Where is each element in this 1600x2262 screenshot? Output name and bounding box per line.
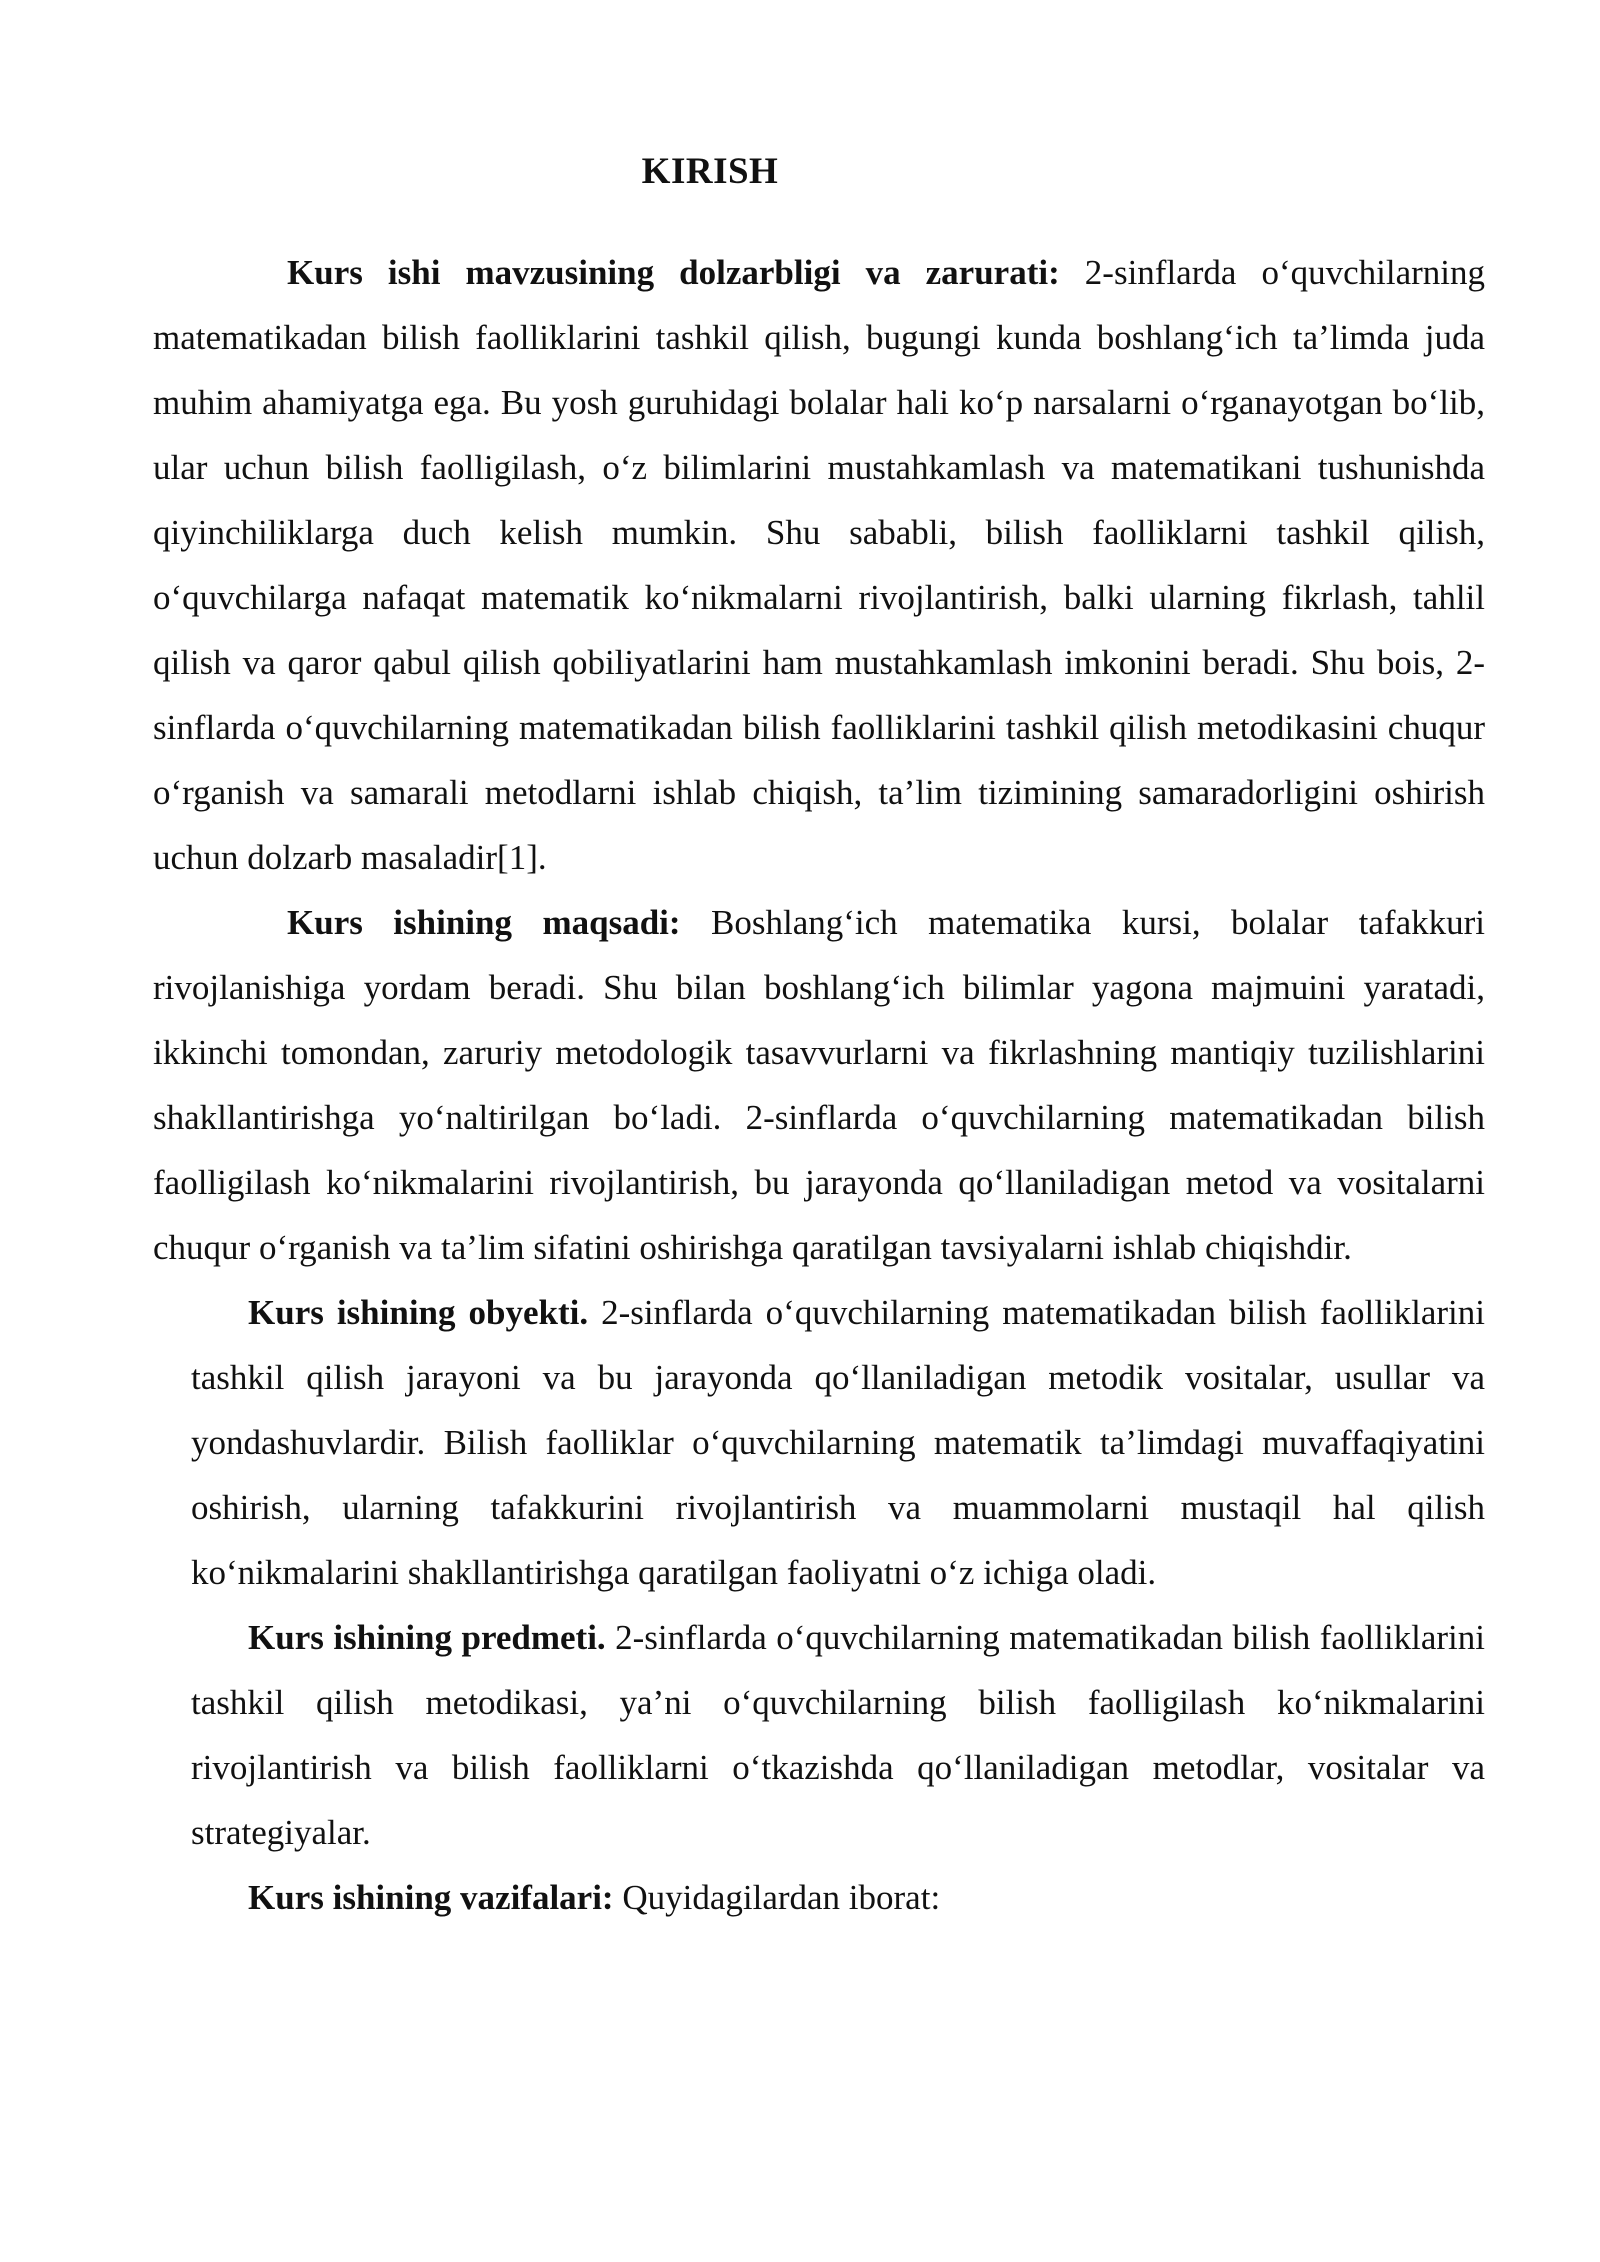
paragraph-lead: Kurs ishining maqsadi:	[287, 903, 681, 942]
page-title: KIRISH	[641, 151, 779, 192]
paragraph-lead: Kurs ishining predmeti.	[248, 1618, 606, 1657]
paragraph-lead: Kurs ishi mavzusining dolzarbligi va zarurati:	[287, 253, 1060, 292]
paragraph-lead: Kurs ishining obyekti.	[248, 1293, 589, 1332]
paragraph-text: 2-sinflarda o‘quvchilarning matematikadan bilish faolliklarini tashkil qilish jarayoni va bu jarayonda qo‘llaniladigan metodik vositalar, usullar va yondashuvlardir. Bilish faolliklar o‘quvchilarning matematik ta’limdagi muvaffaqiyatini oshirish, ularning tafakkurini rivojlantirish va muammolarni mustaqil hal qilish ko‘nikmalarini shakllantirishga qaratilgan faoliyatni o‘z ichiga oladi.	[191, 1293, 1485, 1592]
paragraph-text: 2-sinflarda o‘quvchilarning matematikadan bilish faolliklarini tashkil qilish metodikasi, ya’ni o‘quvchilarning bilish faolligilash ko‘nikmalarini rivojlantirish va bilish faolliklarni o‘tkazishda qo‘llaniladigan metodlar, vositalar va strategiyalar.	[191, 1618, 1485, 1852]
paragraph-text: 2-sinflarda o‘quvchilarning matematikadan bilish faolliklarini tashkil qilish, bugungi kunda boshlang‘ich ta’limda juda muhim ahamiyatga ega. Bu yosh guruhidagi bolalar hali ko‘p narsalarni o‘rganayotgan bo‘lib, ular uchun bilish faolligilash, o‘z bilimlarini mustahkamlash va matematikani tushunishda qiyinchiliklarga duch kelish mumkin. Shu sababli, bilish faolliklarni tashkil qilish, o‘quvchilarga nafaqat matematik ko‘nikmalarni rivojlantirish, balki ularning fikrlash, tahlil qilish va qaror qabul qilish qobiliyatlarini ham mustahkamlash imkonini beradi. Shu bois, 2-sinflarda o‘quvchilarning matematikadan bilish faolliklarini tashkil qilish metodikasini chuqur o‘rganish va samarali metodlarni ishlab chiqish, ta’lim tizimining samaradorligini oshirish uchun dolzarb masaladir[1].	[153, 253, 1485, 877]
document-body	[153, 240, 1485, 1930]
paragraph-tasks	[153, 1865, 1485, 1930]
paragraph-object	[153, 1280, 1485, 1605]
paragraph-text: Boshlang‘ich matematika kursi, bolalar tafakkuri rivojlanishiga yordam beradi. Shu bilan boshlang‘ich bilimlar yagona majmuini yaratadi, ikkinchi tomondan, zaruriy metodologik tasavvurlarni va fikrlashning mantiqiy tuzilishlarini shakllantirishga yo‘naltirilgan bo‘ladi. 2-sinflarda o‘quvchilarning matematikadan bilish faolligilash ko‘nikmalarini rivojlantirish, bu jarayonda qo‘llaniladigan metod va vositalarni chuqur o‘rganish va ta’lim sifatini oshirishga qaratilgan tavsiyalarni ishlab chiqishdir.	[153, 903, 1485, 1267]
paragraph-lead: Kurs ishining vazifalari:	[248, 1878, 614, 1917]
paragraph-subject	[153, 1605, 1485, 1865]
paragraph-aim	[153, 890, 1485, 1280]
paragraph-text: Quyidagilardan iborat:	[613, 1878, 941, 1917]
paragraph-relevance	[153, 240, 1485, 890]
